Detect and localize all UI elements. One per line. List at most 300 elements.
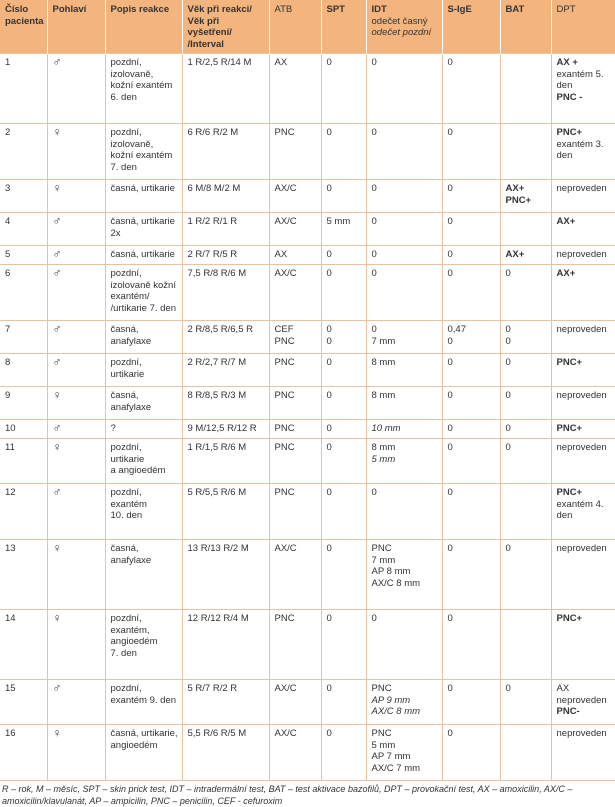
cell-line: AX — [274, 249, 288, 260]
cell-line: 1 R/1,5 R/6 M — [187, 442, 247, 453]
cell-line: PNC — [274, 390, 295, 401]
cell-line: izolovaně, — [110, 68, 154, 80]
cell-line: exantém/ — [110, 291, 150, 302]
cell-reaction-description — [105, 439, 182, 484]
cell-dpt — [551, 725, 615, 781]
cell-line: 0 — [447, 613, 453, 624]
cell-line: 0 — [326, 728, 332, 739]
cell-dpt — [551, 321, 615, 354]
cell-line: AX/C 7 mm — [371, 762, 421, 774]
cell-line: časná, urtikarie, — [110, 728, 178, 739]
cell-s-ige — [442, 420, 500, 439]
cell-line: 0 — [505, 357, 511, 368]
cell-line: 0 — [447, 216, 453, 227]
cell-idt — [366, 246, 442, 265]
cell-line: 2 R/2,7 R/7 M — [187, 357, 247, 368]
cell-dpt — [551, 610, 615, 680]
cell-line: 0 — [326, 442, 332, 453]
cell-line: 0 — [447, 423, 453, 434]
cell-line: 5,5 R/6 R/5 M — [187, 728, 247, 739]
cell-line: AX/C — [274, 216, 297, 227]
cell-line: 2 R/8,5 R/6,5 R — [187, 324, 253, 335]
cell-line: PNC+ — [556, 423, 583, 434]
cell-line: PNC — [371, 543, 392, 554]
cell-line: PNC+ — [556, 127, 583, 138]
cell-patient-number: 1 — [0, 54, 47, 124]
table-row — [0, 54, 615, 124]
cell-line: 0 — [505, 683, 511, 694]
cell-spt — [321, 680, 366, 725]
cell-atb — [269, 354, 321, 387]
cell-atb — [269, 246, 321, 265]
cell-bat — [500, 725, 551, 781]
cell-line: 7 mm — [371, 554, 396, 566]
cell-line: 0 — [371, 324, 377, 335]
cell-line: 0 — [371, 216, 377, 227]
cell-reaction-description — [105, 484, 182, 540]
header-s-ige: S-IgE — [442, 0, 500, 54]
cell-patient-number: 2 — [0, 124, 47, 180]
table-row — [0, 439, 615, 484]
cell-age — [182, 354, 269, 387]
cell-spt — [321, 265, 366, 321]
cell-line: pozdní, — [110, 487, 142, 498]
cell-line: časná, urtikarie — [110, 249, 175, 260]
cell-line: PNC — [371, 728, 392, 739]
cell-patient-number: 16 — [0, 725, 47, 781]
cell-line: 1 R/2,5 R/14 M — [187, 57, 252, 68]
cell-bat — [500, 420, 551, 439]
cell-line: 10. den — [110, 510, 143, 521]
cell-line: 8 mm — [371, 357, 396, 368]
table-row — [0, 180, 615, 213]
table-row — [0, 321, 615, 354]
cell-sex: ♀ — [47, 439, 105, 484]
table-row — [0, 540, 615, 610]
cell-s-ige — [442, 354, 500, 387]
cell-line: časná, — [110, 543, 139, 554]
cell-line: AX/C 8 mm — [371, 706, 421, 717]
cell-dpt — [551, 680, 615, 725]
cell-line: exantém — [110, 498, 147, 510]
cell-line: 0 — [371, 127, 377, 138]
cell-line: neproveden — [556, 183, 607, 194]
cell-line: 5 mm — [326, 216, 351, 227]
cell-line: 5 mm — [371, 453, 396, 465]
cell-sex: ♂ — [47, 321, 105, 354]
table-row — [0, 680, 615, 725]
cell-dpt — [551, 180, 615, 213]
cell-line: 0 — [326, 183, 332, 194]
cell-line: angioedém — [110, 739, 158, 751]
cell-reaction-description — [105, 213, 182, 246]
cell-patient-number: 4 — [0, 213, 47, 246]
cell-reaction-description — [105, 321, 182, 354]
cell-bat — [500, 610, 551, 680]
cell-line: 8 mm — [371, 390, 396, 401]
cell-line: neproveden — [556, 442, 607, 453]
cell-line: 0 — [505, 423, 511, 434]
cell-line: 0 — [447, 728, 453, 739]
cell-line: 0 — [326, 390, 332, 401]
cell-line: PNC — [274, 335, 295, 347]
cell-line: časná, — [110, 324, 139, 335]
cell-age — [182, 246, 269, 265]
cell-s-ige — [442, 484, 500, 540]
cell-line: exantém 4. den — [556, 498, 604, 521]
cell-s-ige — [442, 610, 500, 680]
cell-spt — [321, 246, 366, 265]
cell-line: 0 — [326, 357, 332, 368]
cell-patient-number: 8 — [0, 354, 47, 387]
cell-line: AX/C 8 mm — [371, 577, 421, 589]
cell-s-ige — [442, 387, 500, 420]
cell-line: 0 — [326, 335, 332, 347]
header-dpt: DPT — [551, 0, 615, 54]
header-spt: SPT — [321, 0, 366, 54]
cell-line: 2 R/7 R/5 R — [187, 249, 238, 260]
cell-line: 0 — [447, 357, 453, 368]
cell-line: anafylaxe — [110, 554, 152, 566]
cell-atb — [269, 725, 321, 781]
cell-line: AX/C — [274, 683, 297, 694]
cell-atb — [269, 439, 321, 484]
cell-dpt — [551, 439, 615, 484]
cell-atb — [269, 540, 321, 610]
cell-line: pozdní, — [110, 57, 142, 68]
cell-idt — [366, 180, 442, 213]
cell-sex: ♂ — [47, 54, 105, 124]
cell-age — [182, 610, 269, 680]
cell-line: 0 — [326, 613, 332, 624]
cell-atb — [269, 387, 321, 420]
cell-line: exantém 5. den — [556, 68, 604, 91]
cell-bat — [500, 54, 551, 124]
cell-bat — [500, 265, 551, 321]
cell-line: 0 — [447, 543, 453, 554]
cell-line: 0 — [326, 268, 332, 279]
cell-line: 2x — [110, 227, 121, 239]
cell-sex: ♂ — [47, 246, 105, 265]
cell-line: 1 R/2 R/1 R — [187, 216, 238, 227]
table-row — [0, 387, 615, 420]
table-footnote: R – rok, M – měsíc, SPT – skin prick test, IDT – intradermální test, BAT – test aktivace bazofilů, DPT – provokační test, AX – amoxicilin, AX/C – amoxicilin/klavulanát, AP – ampicilin, PNC – penicilin, CEF - cefuroxim — [2, 784, 573, 806]
cell-line: 0 — [447, 487, 453, 498]
cell-line: 0 — [505, 324, 511, 335]
cell-line: AX+ — [505, 249, 525, 260]
header-patient-number: Číslo pacienta — [0, 0, 47, 54]
cell-line: 0 — [371, 57, 377, 68]
cell-line: 0 — [326, 57, 332, 68]
cell-age — [182, 265, 269, 321]
cell-dpt — [551, 387, 615, 420]
cell-sex: ♀ — [47, 387, 105, 420]
cell-dpt — [551, 265, 615, 321]
cell-atb — [269, 680, 321, 725]
cell-spt — [321, 725, 366, 781]
cell-s-ige — [442, 540, 500, 610]
cell-sex: ♂ — [47, 265, 105, 321]
cell-s-ige — [442, 321, 500, 354]
cell-reaction-description — [105, 265, 182, 321]
cell-line: 8 R/8,5 R/3 M — [187, 390, 247, 401]
cell-line: ? — [110, 423, 116, 434]
cell-line: PNC+ — [556, 487, 583, 498]
cell-line: AX+ — [505, 183, 525, 194]
cell-sex: ♀ — [47, 610, 105, 680]
cell-dpt — [551, 484, 615, 540]
table-row — [0, 420, 615, 439]
cell-idt — [366, 124, 442, 180]
header-sex: Pohlaví — [47, 0, 105, 54]
cell-bat — [500, 321, 551, 354]
cell-line: časná, urtikarie — [110, 183, 175, 194]
cell-sex: ♂ — [47, 213, 105, 246]
cell-sex: ♂ — [47, 354, 105, 387]
cell-line: 0 — [326, 127, 332, 138]
cell-line: 6 R/6 R/2 M — [187, 127, 239, 138]
cell-line: AP 7 mm — [371, 751, 411, 762]
cell-age — [182, 54, 269, 124]
cell-spt — [321, 124, 366, 180]
cell-line: 0 — [371, 249, 377, 260]
header-reaction-description: Popis reakce — [105, 0, 182, 54]
cell-line: anafylaxe — [110, 401, 152, 413]
cell-atb — [269, 484, 321, 540]
cell-line: urtikarie — [110, 368, 145, 380]
cell-line: neproveden — [556, 249, 607, 260]
cell-spt — [321, 540, 366, 610]
cell-idt — [366, 725, 442, 781]
cell-idt — [366, 610, 442, 680]
cell-line: 12 R/12 R/4 M — [187, 613, 249, 624]
cell-age — [182, 439, 269, 484]
cell-line: urtikarie — [110, 453, 145, 465]
cell-line: 0 — [447, 335, 453, 347]
cell-age — [182, 540, 269, 610]
cell-line: 13 R/13 R/2 M — [187, 543, 249, 554]
cell-line: 0 — [505, 335, 511, 347]
cell-patient-number: 5 — [0, 246, 47, 265]
cell-line: 0 — [505, 268, 511, 279]
cell-patient-number: 12 — [0, 484, 47, 540]
cell-dpt — [551, 213, 615, 246]
cell-line: 0 — [371, 487, 377, 498]
cell-line: 5 R/5,5 R/6 M — [187, 487, 247, 498]
cell-line: pozdní, — [110, 442, 142, 453]
cell-age — [182, 213, 269, 246]
cell-line: 0 — [447, 127, 453, 138]
cell-line: AX neproveden — [556, 683, 607, 706]
cell-line: pozdní, — [110, 268, 142, 279]
cell-idt — [366, 484, 442, 540]
cell-line: PNC+ — [556, 357, 583, 368]
cell-bat — [500, 246, 551, 265]
table-row — [0, 246, 615, 265]
cell-reaction-description — [105, 610, 182, 680]
cell-dpt — [551, 354, 615, 387]
cell-s-ige — [442, 124, 500, 180]
cell-line: časná, urtikarie — [110, 216, 175, 227]
cell-line: exantém, — [110, 624, 150, 636]
cell-patient-number: 15 — [0, 680, 47, 725]
cell-idt — [366, 265, 442, 321]
cell-age — [182, 387, 269, 420]
cell-line: neproveden — [556, 543, 607, 554]
cell-line: 5 mm — [371, 739, 396, 751]
cell-line: AX + — [556, 57, 578, 68]
cell-line: AX+ — [556, 216, 576, 227]
cell-idt — [366, 54, 442, 124]
cell-patient-number: 3 — [0, 180, 47, 213]
cell-idt — [366, 213, 442, 246]
cell-atb — [269, 180, 321, 213]
cell-reaction-description — [105, 680, 182, 725]
cell-atb — [269, 321, 321, 354]
cell-idt — [366, 420, 442, 439]
cell-line: 7 mm — [371, 335, 396, 347]
cell-line: angioedém — [110, 636, 158, 647]
cell-line: PNC — [274, 357, 295, 368]
cell-sex: ♂ — [47, 484, 105, 540]
cell-line: PNC - — [556, 91, 583, 103]
cell-bat — [500, 680, 551, 725]
cell-sex: ♀ — [47, 124, 105, 180]
cell-line: 0 — [505, 543, 511, 554]
cell-line: AX — [274, 57, 288, 68]
cell-atb — [269, 420, 321, 439]
cell-line: 10 mm — [371, 423, 401, 434]
cell-bat — [500, 387, 551, 420]
cell-line: 6 M/8 M/2 M — [187, 183, 241, 194]
cell-spt — [321, 420, 366, 439]
cell-patient-number: 13 — [0, 540, 47, 610]
cell-line: 0 — [371, 268, 377, 279]
header-age: Věk při reakci/ Věk při vyšetření/ /Interval — [182, 0, 269, 54]
cell-reaction-description — [105, 124, 182, 180]
table-row — [0, 725, 615, 781]
cell-spt — [321, 387, 366, 420]
cell-reaction-description — [105, 354, 182, 387]
cell-line: izolovaně kožní — [110, 279, 176, 291]
cell-dpt — [551, 124, 615, 180]
cell-bat — [500, 180, 551, 213]
cell-patient-number: 10 — [0, 420, 47, 439]
cell-line: 0 — [371, 183, 377, 194]
cell-patient-number: 9 — [0, 387, 47, 420]
cell-line: 0 — [326, 249, 332, 260]
cell-line: časná, — [110, 390, 139, 401]
cell-line: 7,5 R/8 R/6 M — [187, 268, 247, 279]
cell-sex: ♀ — [47, 540, 105, 610]
cell-sex: ♂ — [47, 420, 105, 439]
cell-spt — [321, 439, 366, 484]
cell-s-ige — [442, 265, 500, 321]
cell-idt — [366, 321, 442, 354]
cell-age — [182, 484, 269, 540]
cell-reaction-description — [105, 246, 182, 265]
cell-line: 8 mm — [371, 442, 396, 453]
cell-s-ige — [442, 680, 500, 725]
cell-idt — [366, 387, 442, 420]
cell-line: 0 — [326, 487, 332, 498]
cell-line: exantém 9. den — [110, 694, 176, 706]
cell-s-ige — [442, 439, 500, 484]
cell-line: /urtikarie 7. den — [110, 302, 176, 314]
cell-line: kožní exantém — [110, 80, 173, 91]
cell-line: 0 — [505, 442, 511, 453]
cell-reaction-description — [105, 387, 182, 420]
cell-line: 7. den — [110, 161, 137, 173]
cell-atb — [269, 124, 321, 180]
cell-idt — [366, 354, 442, 387]
cell-line: PNC — [274, 613, 295, 624]
cell-atb — [269, 610, 321, 680]
cell-spt — [321, 354, 366, 387]
cell-line: 0 — [447, 57, 453, 68]
table-row — [0, 265, 615, 321]
cell-line: PNC- — [556, 706, 580, 717]
cell-line: 0 — [326, 683, 332, 694]
cell-line: 0 — [326, 543, 332, 554]
cell-idt — [366, 680, 442, 725]
table-body — [0, 54, 615, 781]
cell-line: pozdní, — [110, 613, 142, 624]
cell-line: AP 8 mm — [371, 566, 411, 577]
table-row — [0, 354, 615, 387]
cell-age — [182, 180, 269, 213]
cell-line: CEF — [274, 324, 294, 335]
cell-line: AX/C — [274, 543, 297, 554]
cell-line: neproveden — [556, 324, 607, 335]
cell-line: 0 — [371, 613, 377, 624]
cell-line: neproveden — [556, 728, 607, 739]
cell-spt — [321, 213, 366, 246]
cell-bat — [500, 540, 551, 610]
cell-line: 0 — [447, 268, 453, 279]
cell-age — [182, 420, 269, 439]
cell-bat — [500, 354, 551, 387]
cell-bat — [500, 484, 551, 540]
header-idt: IDT odečet časný odečet pozdní — [366, 0, 442, 54]
cell-idt — [366, 439, 442, 484]
table-row — [0, 484, 615, 540]
cell-line: AX/C — [274, 728, 297, 739]
cell-line: AP 9 mm — [371, 694, 411, 706]
cell-age — [182, 725, 269, 781]
cell-patient-number: 14 — [0, 610, 47, 680]
cell-spt — [321, 610, 366, 680]
cell-line: PNC+ — [556, 613, 583, 624]
cell-s-ige — [442, 180, 500, 213]
cell-line: AX/C — [274, 183, 297, 194]
cell-sex: ♀ — [47, 725, 105, 781]
cell-line: anafylaxe — [110, 335, 152, 347]
table-header-row — [0, 0, 615, 54]
cell-line: 0 — [326, 423, 332, 434]
cell-line: 0 — [326, 324, 332, 335]
cell-line: pozdní, — [110, 683, 142, 694]
cell-dpt — [551, 420, 615, 439]
table-row — [0, 610, 615, 680]
cell-patient-number: 11 — [0, 439, 47, 484]
cell-line: PNC — [274, 423, 295, 434]
cell-line: 0 — [505, 390, 511, 401]
cell-dpt — [551, 54, 615, 124]
cell-reaction-description — [105, 54, 182, 124]
cell-dpt — [551, 540, 615, 610]
cell-line: pozdní, — [110, 127, 142, 138]
